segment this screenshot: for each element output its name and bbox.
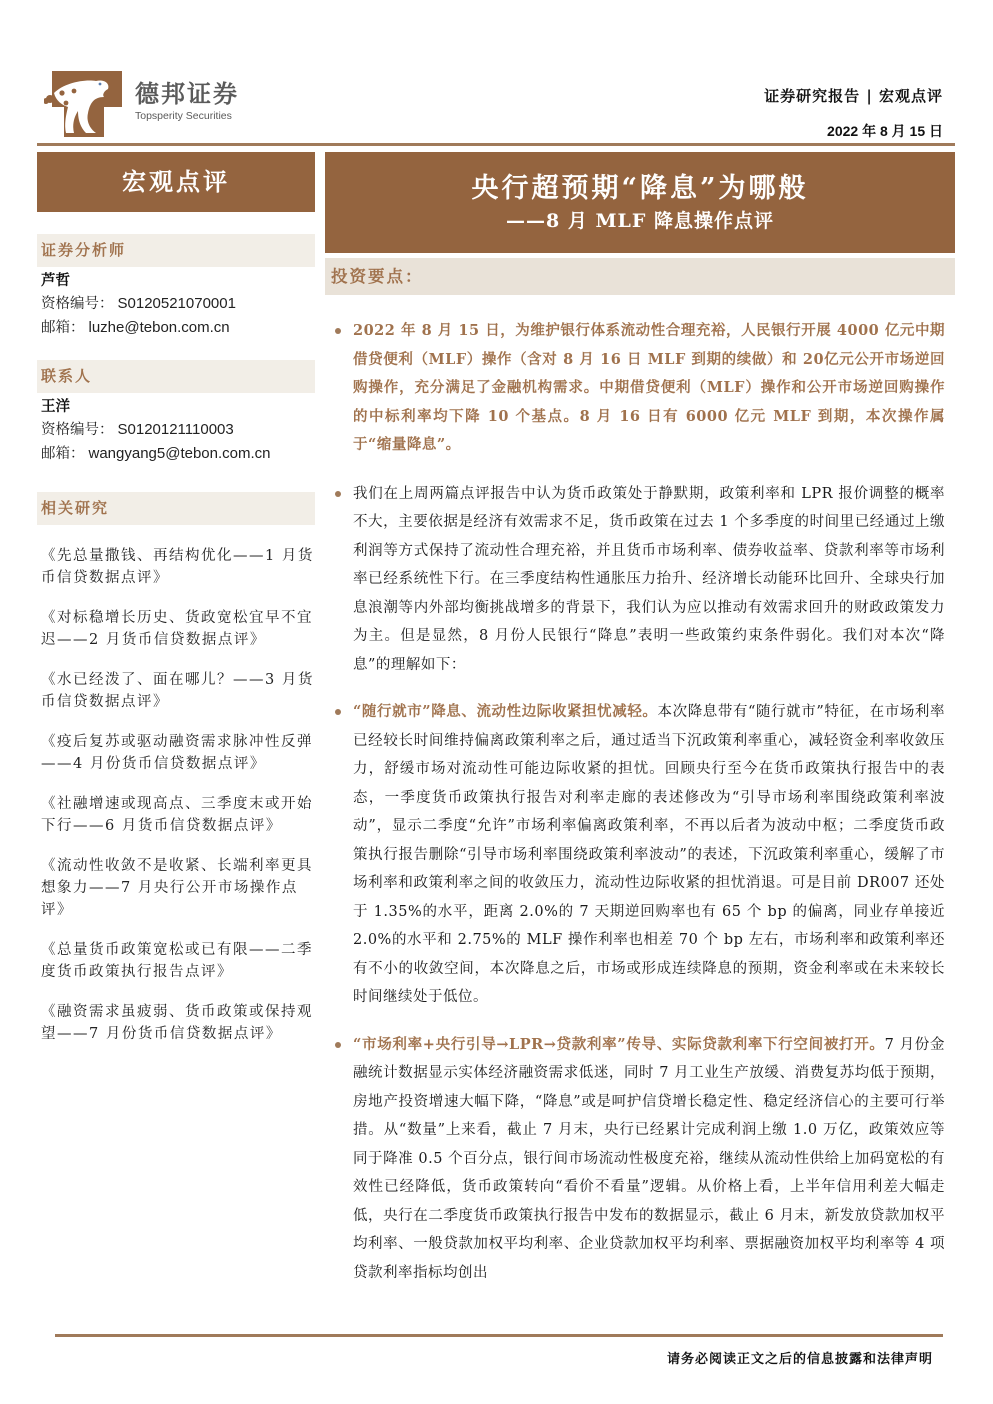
related-research-item[interactable]: 《先总量撒钱、再结构优化——1 月货币信贷数据点评》 [41, 548, 314, 586]
license-value: S0120121110003 [117, 421, 234, 438]
contact-license [41, 418, 315, 442]
related-research-item[interactable]: 《流动性收敛不是收紧、长端利率更具想象力——7 月央行公开市场操作点评》 [41, 858, 313, 918]
main-content [325, 152, 955, 1287]
header-divider [37, 143, 955, 146]
paragraph-text: 2022 年 8 月 15 日，为维护银行体系流动性合理充裕，人民银行开展 4000 亿元中期借贷便利（MLF）操作（含对 8 月 16 日 MLF 到期的续做）和 20亿元公开市场逆回购操作，充分满足了金融机构需求。中期借贷便利（MLF）操作和公开市场逆回购操作的中标利率均下降 10 个基点。8 月 16 日有 6000 亿元 MLF 到期，本次操作属于“缩量降息”。 [353, 322, 945, 453]
key-point-paragraph [325, 317, 955, 460]
paragraph-text: 我们在上周两篇点评报告中认为货币政策处于静默期，政策利率和 LPR 报价调整的概率不大，主要依据是经济有效需求不足，货币政策在过去 1 个多季度的时间里已经通过上缴利润等方式保持了流动性合理充裕，并且货币市场利率、债券收益率、贷款利率等市场利率已经系统性下行。在三季度结构性通胀压力抬升、经济增长动能环比回升、全球央行加息浪潮等内外部均衡挑战增多的背景下，我们认为应以推动有效需求回升的财政政策发力为主。但是显然，8 月份人民银行“降息”表明一些政策约束条件弱化。我们对本次“降息”的理解如下： [353, 485, 945, 673]
analyst-email [41, 316, 315, 340]
report-type: 证券研究报告 | 宏观点评 [764, 87, 943, 105]
related-research-item[interactable]: 《水已经泼了、面在哪儿？——3 月货币信贷数据点评》 [41, 672, 314, 710]
license-value: S0120521070001 [117, 295, 236, 312]
license-label: 资格编号： [41, 422, 114, 438]
title-banner [325, 152, 955, 253]
email-label: 邮箱： [41, 446, 85, 462]
bullet-icon [335, 1042, 341, 1048]
contact-info [37, 395, 315, 466]
contact-email [41, 442, 315, 466]
category-banner: 宏观点评 [37, 152, 315, 212]
paragraph-lead: “市场利率+央行引导→LPR→贷款利率”传导、实际贷款利率下行空间被打开。 [353, 1035, 885, 1053]
key-point-paragraph [325, 1031, 955, 1288]
footer-divider [55, 1334, 943, 1337]
report-date: 2022 年 8 月 15 日 [827, 123, 943, 139]
key-points-heading: 投资要点： [325, 258, 955, 295]
bullet-icon [335, 328, 341, 334]
analyst-info [37, 269, 315, 340]
brand-name-cn: 德邦证券 [135, 80, 239, 108]
sidebar [37, 152, 315, 1063]
related-research-heading: 相关研究 [37, 492, 315, 525]
paragraph-text: 本次降息带有“随行就市”特征，在市场利率已经较长时间维持偏离政策利率之后，通过适当下沉政策利率重心，减轻资金利率收敛压力，舒缓市场对流动性可能边际收紧的担忧。回顾央行至今在货币政策执行报告中的表态，一季度货币政策执行报告对利率走廊的表述修改为“引导市场利率围绕政策利率波动”，显示二季度“允许”市场利率偏离政策利率，不再以后者为波动中枢；二季度货币政策执行报告删除“引导市场利率围绕政策利率波动”的表述，下沉政策利率重心，缓解了市场利率和政策利率之间的收敛压力，流动性边际收紧的担忧消退。可是目前 DR007 还处于 1.35%的水平，距离 2.0%的 7 天期逆回购率也有 65 个 bp 的偏离，同业存单接近 2.0%的水平和 2.75%的 MLF 操作利率也相差 70 个 bp 左右，市场利率和政策利率还有不小的收敛空间，本次降息之后，市场或形成连续降息的预期，资金利率或在未来较长时间继续处于低位。 [353, 704, 945, 1005]
email-link[interactable]: wangyang5@tebon.com.cn [88, 445, 271, 462]
report-title: 央行超预期“降息”为哪般 [471, 173, 809, 204]
analyst-license [41, 292, 315, 316]
analyst-heading: 证券分析师 [37, 234, 315, 267]
report-subtitle: ——8 月 MLF 降息操作点评 [506, 210, 774, 232]
email-link[interactable]: luzhe@tebon.com.cn [88, 319, 230, 336]
disclaimer-note: 请务必阅读正文之后的信息披露和法律声明 [666, 1352, 933, 1367]
paragraph-lead: “随行就市”降息、流动性边际收紧担忧减轻。 [353, 703, 658, 720]
related-research-item[interactable]: 《对标稳增长历史、货政宽松宜早不宜迟——2 月货币信贷数据点评》 [41, 610, 313, 648]
contact-heading: 联系人 [37, 360, 315, 393]
related-research-item[interactable]: 《疫后复苏或驱动融资需求脉冲性反弹——4 月份货币信贷数据点评》 [41, 734, 313, 772]
brand-name-en: Topsperity Securities [135, 110, 232, 122]
brand [135, 80, 239, 122]
analyst-name: 芦哲 [41, 272, 70, 289]
bullet-icon [335, 709, 341, 715]
related-research-item[interactable]: 《社融增速或现高点、三季度末或开始下行——6 月货币信贷数据点评》 [41, 796, 313, 834]
contact-name: 王洋 [41, 398, 70, 415]
leopard-logo-icon [44, 71, 122, 137]
key-point-paragraph [325, 480, 955, 680]
related-research-item[interactable]: 《融资需求虽疲弱、货币政策或保持观望——7 月份货币信贷数据点评》 [41, 1004, 313, 1042]
email-label: 邮箱： [41, 320, 85, 336]
key-point-paragraph [325, 698, 955, 1012]
license-label: 资格编号： [41, 296, 114, 312]
related-research-item[interactable]: 《总量货币政策宽松或已有限——二季度货币政策执行报告点评》 [41, 942, 313, 980]
bullet-icon [335, 491, 341, 497]
logo [44, 71, 122, 137]
related-research-list [37, 545, 315, 1045]
paragraph-text: 7 月份金融统计数据显示实体经济融资需求低迷，同时 7 月工业生产放缓、消费复苏均低于预期，房地产投资增速大幅下降，“降息”或是呵护信贷增长稳定性、稳定经济信心的主要可行举措。从“数量”上来看，截止 7 月末，央行已经累计完成利润上缴 1.0 万亿，政策效应等同于降准 0.5 个百分点，银行间市场流动性极度充裕，继续从流动性供给上加码宽松的有效性已经降低，货币政策转向“看价不看量”逻辑。从价格上看，上半年信用利差大幅走低，央行在二季度货币政策执行报告中发布的数据显示，截止 6 月末，新发放贷款加权平均利率、一般贷款加权平均利率、企业贷款加权平均利率、票据融资加权平均利率等 4 项贷款利率指标均创出 [353, 1036, 945, 1281]
